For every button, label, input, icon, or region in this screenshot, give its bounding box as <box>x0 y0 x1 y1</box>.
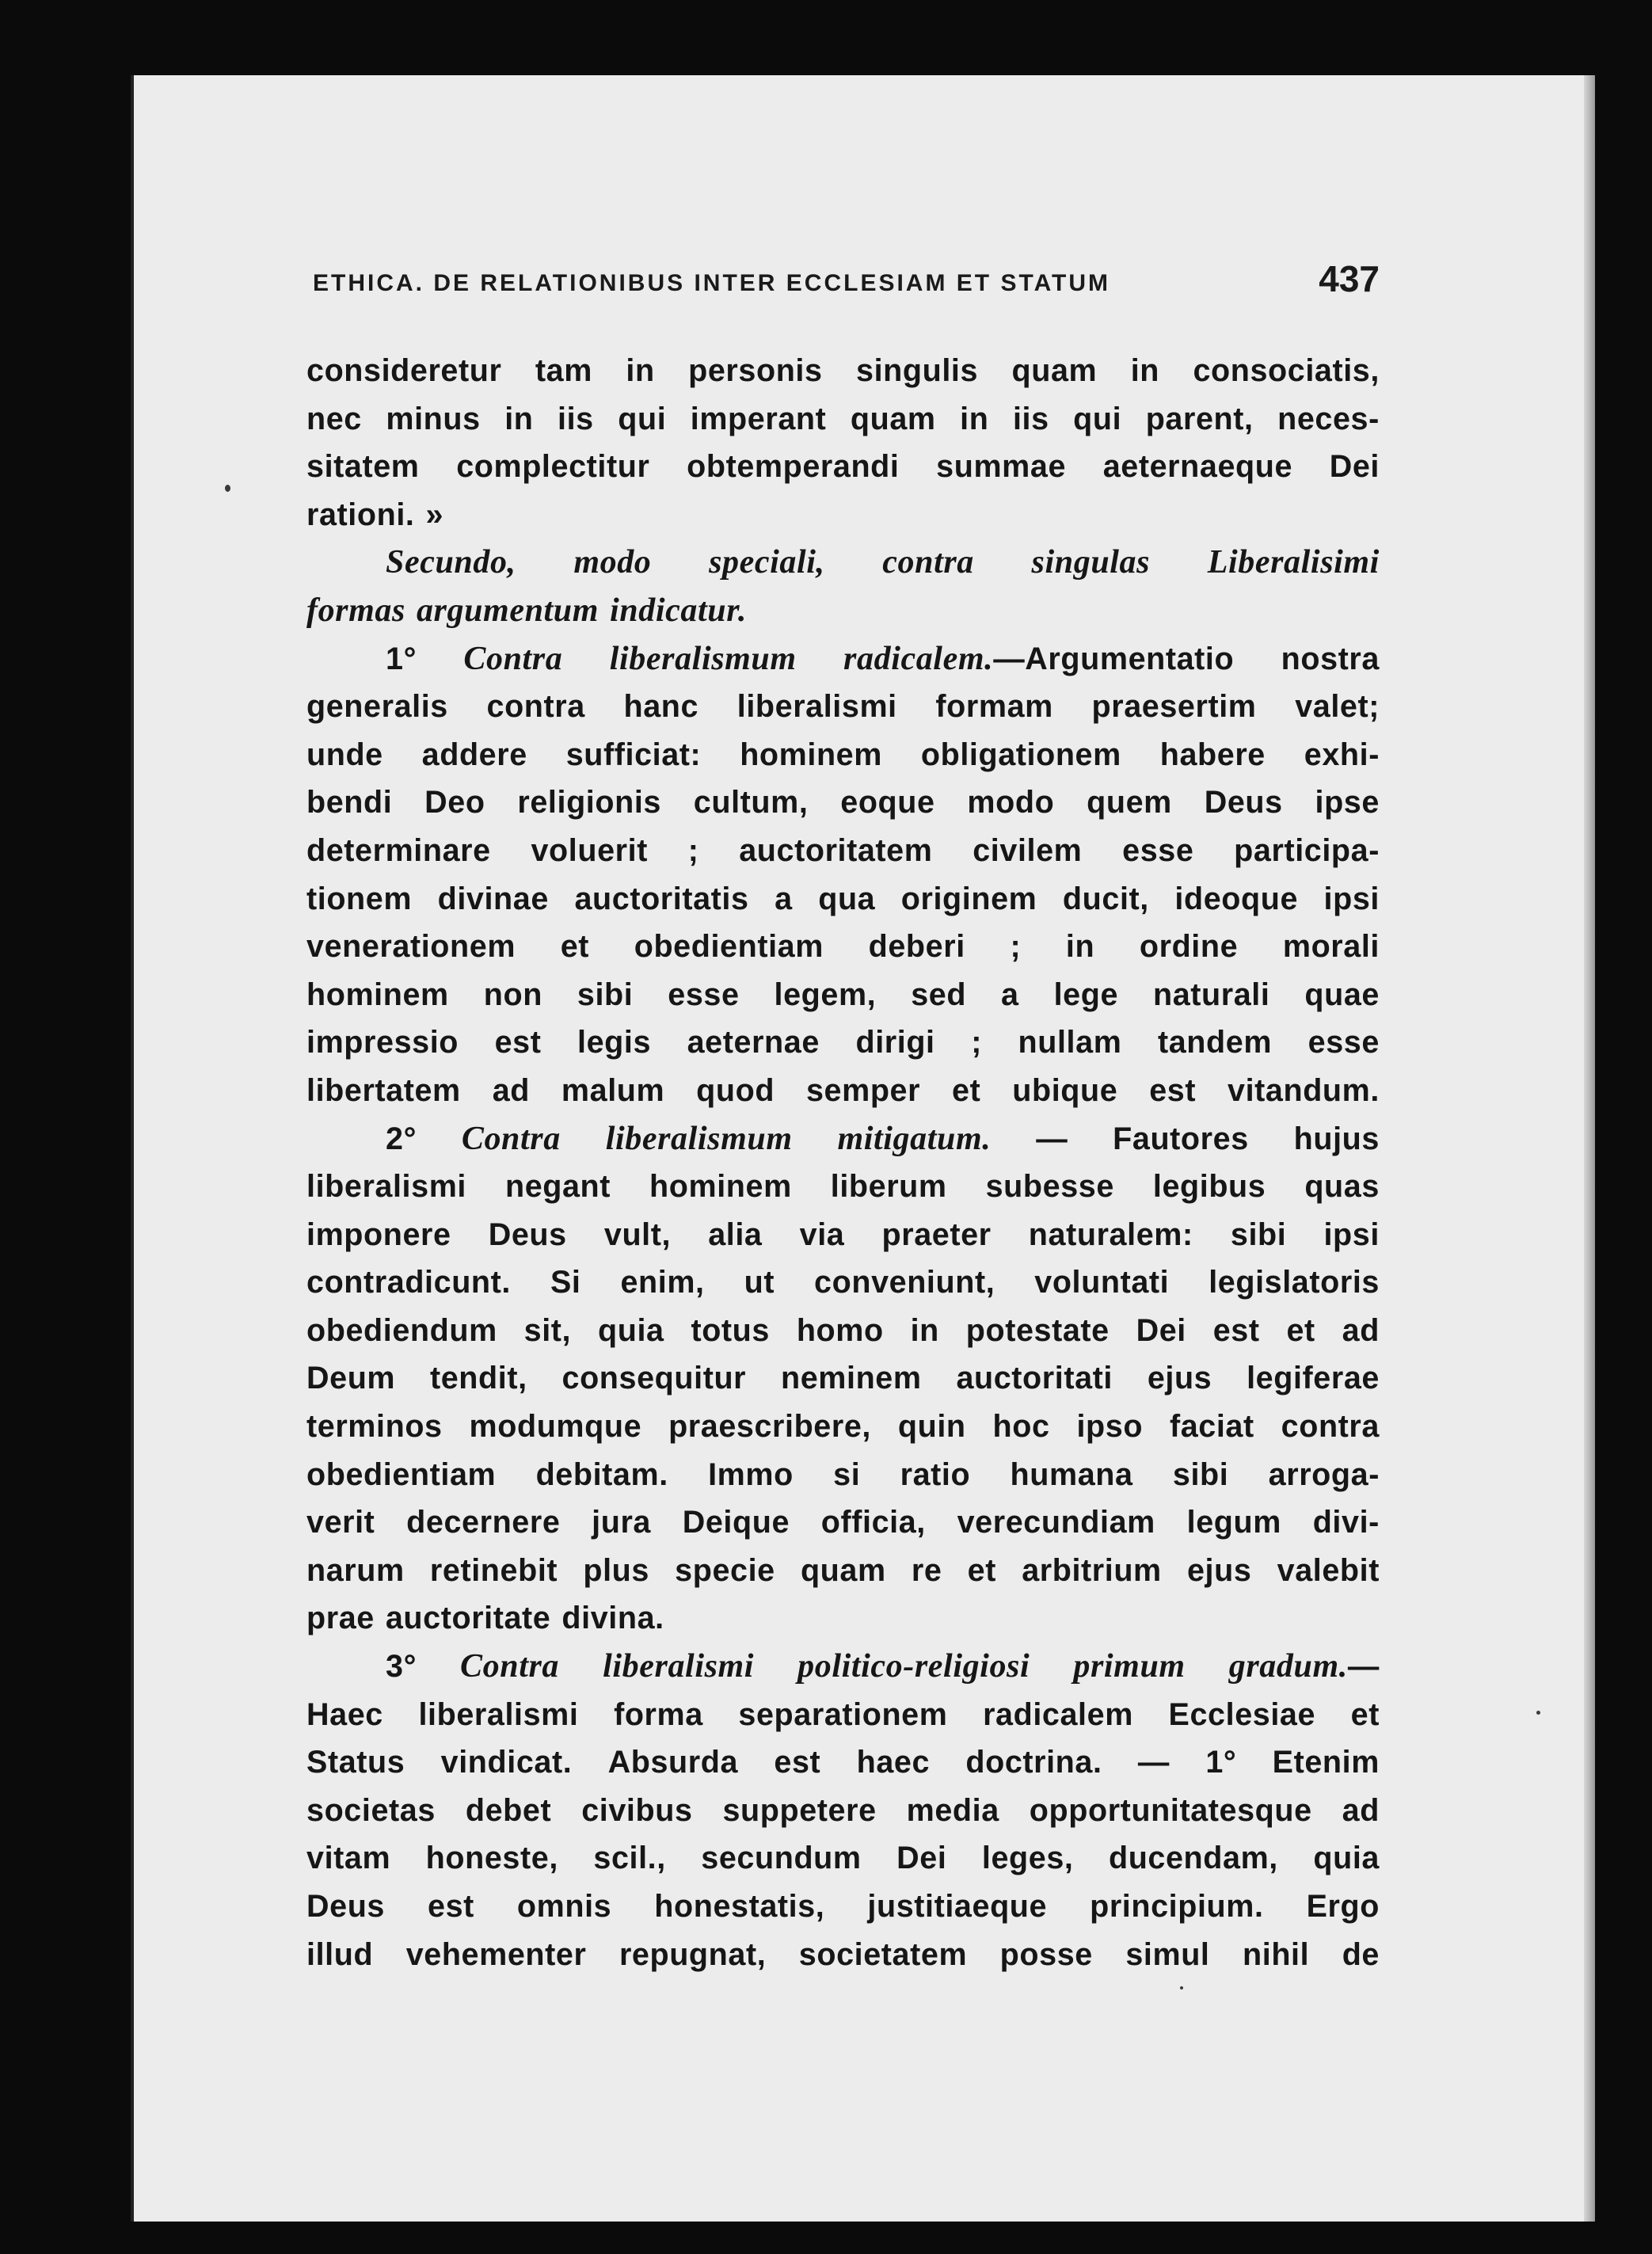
word: posse <box>999 1936 1093 1972</box>
text-line <box>306 1163 1380 1211</box>
word: 1° <box>1205 1745 1237 1780</box>
word: quam <box>800 1552 886 1588</box>
word: minus <box>386 401 481 436</box>
word: voluerit <box>531 832 648 868</box>
text-line <box>306 1451 1380 1499</box>
word: hoc <box>992 1409 1050 1445</box>
word: obediendum <box>306 1312 497 1348</box>
text-line <box>306 443 1380 491</box>
section-heading-word: politico-religiosi <box>797 1648 1030 1685</box>
word: divi- <box>1312 1505 1380 1540</box>
word: ipsi <box>1323 1216 1380 1252</box>
word: ratio <box>900 1456 971 1492</box>
word: Dei <box>896 1841 947 1876</box>
text-line <box>306 683 1380 731</box>
word: Secundo, <box>386 544 516 581</box>
word: Dei <box>1329 449 1380 485</box>
text-line <box>306 1738 1380 1787</box>
word: Deus <box>1204 785 1283 821</box>
text-line <box>306 347 1380 395</box>
word: sit, <box>523 1312 572 1348</box>
word: alia <box>708 1216 763 1252</box>
word: secundum <box>701 1841 862 1876</box>
word: aeternaeque <box>1102 449 1293 485</box>
word: terminos <box>306 1409 443 1445</box>
word: media <box>906 1792 999 1828</box>
word: divinae <box>437 881 549 916</box>
word: faciat <box>1169 1409 1254 1445</box>
word: Ergo <box>1306 1889 1380 1924</box>
text-line <box>306 1211 1380 1259</box>
word: aeternae <box>687 1025 820 1060</box>
word: tionem <box>306 881 413 916</box>
word: hanc <box>623 689 699 725</box>
word: personis <box>688 353 823 388</box>
word: vehementer <box>405 1936 587 1972</box>
word: sibi <box>577 977 634 1012</box>
word: rationi. <box>306 497 415 532</box>
section-number: 3° <box>386 1649 417 1685</box>
word: ipse <box>1315 785 1380 821</box>
text-line <box>306 635 1380 683</box>
word: societatem <box>798 1936 968 1972</box>
text-line <box>306 1258 1380 1307</box>
word: Immo <box>708 1456 794 1492</box>
text-line <box>306 1834 1380 1883</box>
word: honeste, <box>425 1841 558 1876</box>
word: ; <box>971 1025 982 1060</box>
word: vult, <box>603 1216 672 1252</box>
word: praeter <box>881 1216 992 1252</box>
word: participa- <box>1234 832 1380 868</box>
word: in <box>960 401 989 436</box>
word: iis <box>558 401 594 436</box>
word: et <box>560 929 590 965</box>
word: in <box>910 1312 939 1348</box>
word: complectitur <box>456 449 650 485</box>
word: malum <box>561 1072 665 1108</box>
word: ubique <box>1012 1072 1118 1108</box>
word: sufficiat: <box>565 737 702 772</box>
word: si <box>833 1456 861 1492</box>
word: ; <box>687 832 699 868</box>
word: et <box>967 1552 996 1588</box>
text-line <box>306 1307 1380 1355</box>
word: summae <box>936 449 1067 485</box>
word: Etenim <box>1272 1745 1380 1780</box>
word: humana <box>1010 1456 1133 1492</box>
section-heading-word: Contra <box>463 640 563 677</box>
word: quam <box>1011 353 1098 388</box>
text-line <box>306 971 1380 1019</box>
word: generalis <box>306 689 448 725</box>
word: contra <box>1281 1409 1380 1445</box>
word: nostra <box>1281 641 1380 676</box>
word: habere <box>1159 737 1266 772</box>
page-number: 437 <box>1319 258 1380 299</box>
text-line <box>306 1115 1380 1163</box>
word: consideretur <box>306 353 502 388</box>
word: illud <box>306 1936 374 1972</box>
word: conveniunt, <box>814 1265 995 1300</box>
word: ; <box>1010 929 1022 965</box>
word: obtemperandi <box>687 449 900 485</box>
word: legiferae <box>1247 1361 1380 1396</box>
word: debet <box>465 1792 552 1828</box>
word: esse <box>1122 832 1194 868</box>
word: originem <box>900 881 1037 916</box>
body-text <box>306 347 1380 1978</box>
word: in <box>626 353 655 388</box>
word: vindicat. <box>440 1745 573 1780</box>
word: vitam <box>306 1841 391 1876</box>
word: ipsi <box>1323 881 1380 916</box>
word: narum <box>306 1552 405 1588</box>
word: Deo <box>424 785 485 821</box>
word: jura <box>592 1505 651 1540</box>
word: imponere <box>306 1216 451 1252</box>
word: praescribere, <box>668 1409 871 1445</box>
section-heading-word: Contra <box>461 1120 561 1157</box>
word: et <box>952 1072 981 1108</box>
word: de <box>1342 1936 1380 1972</box>
section-heading-word: primum <box>1073 1648 1186 1685</box>
word: a <box>1001 977 1019 1012</box>
word: ducit, <box>1062 881 1149 916</box>
word: neces- <box>1277 401 1380 436</box>
word: ad <box>492 1072 530 1108</box>
word: Ecclesiae <box>1168 1696 1316 1732</box>
text-line <box>306 1018 1380 1067</box>
text-line <box>306 923 1380 971</box>
word: via <box>799 1216 845 1252</box>
text-line <box>306 1643 1380 1691</box>
text-line <box>306 779 1380 827</box>
word: est <box>428 1889 474 1924</box>
word: societas <box>306 1792 436 1828</box>
word: quas <box>1304 1169 1380 1205</box>
word: negant <box>504 1169 611 1205</box>
word: libertatem <box>306 1072 461 1108</box>
word: unde <box>306 737 383 772</box>
word: scil., <box>593 1841 666 1876</box>
word: suppetere <box>722 1792 877 1828</box>
word: leges, <box>981 1841 1074 1876</box>
word: modumque <box>469 1409 642 1445</box>
running-title: ETHICA. DE RELATIONIBUS INTER ECCLESIAM ET STATUM <box>313 270 1110 296</box>
section-heading-word: gradum.— <box>1228 1648 1380 1685</box>
word: iis <box>1012 401 1049 436</box>
word: haec <box>856 1745 931 1780</box>
word: naturali <box>1152 977 1270 1012</box>
word: singulis <box>856 353 979 388</box>
word: legum <box>1186 1505 1281 1540</box>
word: liberalismi <box>418 1696 579 1732</box>
word: verit <box>306 1505 375 1540</box>
word: civilem <box>973 832 1083 868</box>
text-line <box>306 731 1380 779</box>
word: est <box>774 1745 821 1780</box>
word: religionis <box>517 785 661 821</box>
word: principium. <box>1090 1889 1264 1924</box>
word: parent, <box>1145 401 1254 436</box>
word: liberalismi <box>306 1169 466 1205</box>
text-line <box>306 1883 1380 1931</box>
word: Dei <box>1136 1312 1186 1348</box>
word: tandem <box>1157 1025 1273 1060</box>
word: repugnat, <box>619 1936 767 1972</box>
word: Deus <box>306 1889 385 1924</box>
word: ad <box>1342 1312 1380 1348</box>
word: hujus <box>1293 1121 1380 1156</box>
dust-speck <box>225 485 230 492</box>
word: indicatur. <box>610 592 747 629</box>
word: non <box>483 977 542 1012</box>
word: semper <box>805 1072 921 1108</box>
running-header <box>306 257 1380 305</box>
word: tendit, <box>429 1361 527 1396</box>
word: consociatis, <box>1193 353 1380 388</box>
word: Status <box>306 1745 405 1780</box>
word: nec <box>306 401 362 436</box>
word: formam <box>935 689 1053 725</box>
word: qua <box>818 881 876 916</box>
word: subesse <box>985 1169 1114 1205</box>
word: legislatoris <box>1209 1265 1380 1300</box>
word: argumentum <box>416 592 600 629</box>
word: exhi- <box>1304 737 1380 772</box>
page-gutter-shadow <box>1584 75 1595 2222</box>
word: ducendam, <box>1108 1841 1278 1876</box>
word: singulas <box>1031 544 1151 581</box>
text-line <box>306 1403 1380 1451</box>
word: hominem <box>649 1169 792 1205</box>
word: Absurda <box>607 1745 739 1780</box>
word: liberalismi <box>737 689 897 725</box>
word: radicalem <box>983 1696 1133 1732</box>
word: tam <box>535 353 592 388</box>
section-heading-word: Contra <box>460 1648 560 1685</box>
word: determinare <box>306 832 491 868</box>
word: quia <box>597 1312 664 1348</box>
word: justitiaeque <box>867 1889 1048 1924</box>
word: ad <box>1342 1792 1380 1828</box>
text-line <box>306 1067 1380 1115</box>
word: hominem <box>306 977 449 1012</box>
word: ut <box>744 1265 775 1300</box>
word: separationem <box>738 1696 948 1732</box>
word: deberi <box>868 929 965 965</box>
word: specie <box>675 1552 775 1588</box>
word: legis <box>577 1025 652 1060</box>
word: esse <box>668 977 740 1012</box>
word: Si <box>550 1265 581 1300</box>
word: eoque <box>840 785 935 821</box>
word: addere <box>421 737 527 772</box>
word: Deique <box>682 1505 790 1540</box>
word: ordine <box>1139 929 1239 965</box>
text-line <box>306 1594 1380 1643</box>
text-line <box>306 491 1380 539</box>
text-line <box>306 539 1380 587</box>
word: sed <box>911 977 967 1012</box>
word: auctoritati <box>956 1361 1113 1396</box>
word: formas <box>306 592 405 629</box>
text-line <box>306 1691 1380 1739</box>
word: modo <box>967 785 1055 821</box>
word: quem <box>1087 785 1172 821</box>
word: et <box>1286 1312 1315 1348</box>
word: divina. <box>561 1601 664 1636</box>
word: arroga- <box>1268 1456 1380 1492</box>
text-line <box>306 1931 1380 1979</box>
section-heading-word: liberalismum <box>605 1120 793 1157</box>
word: esse <box>1308 1025 1380 1060</box>
word: lege <box>1053 977 1119 1012</box>
word: potestate <box>965 1312 1110 1348</box>
word: Fautores <box>1113 1121 1249 1156</box>
word: quin <box>897 1409 966 1445</box>
text-line <box>306 827 1380 875</box>
word: in <box>1130 353 1159 388</box>
word: homo <box>796 1312 884 1348</box>
section-heading-word: liberalismi <box>603 1648 755 1685</box>
word: impressio <box>306 1025 459 1060</box>
word: verecundiam <box>957 1505 1155 1540</box>
word: liberum <box>830 1169 947 1205</box>
word: prae <box>306 1601 375 1636</box>
word: totus <box>691 1312 770 1348</box>
word: enim, <box>620 1265 705 1300</box>
text-line <box>306 1498 1380 1547</box>
word: retinebit <box>429 1552 558 1588</box>
word: plus <box>583 1552 649 1588</box>
word: imperant <box>690 401 827 436</box>
word: voluntati <box>1034 1265 1170 1300</box>
word: est <box>1212 1312 1260 1348</box>
word: morali <box>1282 929 1380 965</box>
dust-speck <box>1180 1986 1183 1989</box>
word: legibus <box>1152 1169 1266 1205</box>
word: speciali, <box>709 544 825 581</box>
word: » <box>425 497 444 532</box>
section-heading-word: mitigatum. <box>837 1120 992 1157</box>
text-line <box>306 395 1380 444</box>
text-line <box>306 1547 1380 1595</box>
word: valet; <box>1295 689 1380 725</box>
word: qui <box>618 401 667 436</box>
word: dirigi <box>855 1025 935 1060</box>
word: vitandum. <box>1228 1072 1380 1108</box>
word: a <box>775 881 793 916</box>
word: consequitur <box>561 1361 747 1396</box>
word: et <box>1350 1696 1380 1732</box>
word: forma <box>614 1696 703 1732</box>
word: contra <box>882 544 974 581</box>
word: sibi <box>1172 1456 1229 1492</box>
word: officia, <box>820 1505 926 1540</box>
text-line <box>306 587 1380 635</box>
word: obedientiam <box>634 929 824 965</box>
word: doctrina. <box>965 1745 1102 1780</box>
word: ipso <box>1076 1409 1144 1445</box>
word: quod <box>696 1072 775 1108</box>
word: auctoritatem <box>739 832 933 868</box>
word: — <box>1036 1121 1068 1156</box>
word: contradicunt. <box>306 1265 511 1300</box>
word: in <box>1065 929 1095 965</box>
word: auctoritate <box>385 1601 551 1636</box>
word: quae <box>1304 977 1380 1012</box>
word: valebit <box>1277 1552 1380 1588</box>
word: Haec <box>306 1696 383 1732</box>
word: est <box>1149 1072 1197 1108</box>
section-number: 2° <box>386 1121 417 1156</box>
section-heading-word: radicalem.—Argumentatio <box>843 640 1235 677</box>
word: — <box>1137 1745 1170 1780</box>
word: contra <box>486 689 585 725</box>
word: neminem <box>780 1361 922 1396</box>
word: sitatem <box>306 449 420 485</box>
word: bendi <box>306 785 393 821</box>
word: Deus <box>488 1216 567 1252</box>
text-line <box>306 875 1380 923</box>
word: Deum <box>306 1361 396 1396</box>
word: nihil <box>1243 1936 1310 1972</box>
word: hominem <box>740 737 882 772</box>
word: obligationem <box>920 737 1121 772</box>
word: arbitrium <box>1022 1552 1162 1588</box>
text-line <box>306 1354 1380 1403</box>
word: auctoritatis <box>574 881 749 916</box>
word: modo <box>573 544 652 581</box>
word: Liberalisimi <box>1207 544 1380 581</box>
word: decernere <box>406 1505 561 1540</box>
section-heading-word: liberalismum <box>609 640 797 677</box>
word: quam <box>850 401 936 436</box>
word: ejus <box>1186 1552 1252 1588</box>
word: est <box>494 1025 542 1060</box>
word: debitam. <box>535 1456 668 1492</box>
word: in <box>504 401 534 436</box>
word: omnis <box>516 1889 612 1924</box>
section-number: 1° <box>386 641 417 676</box>
word: honestatis, <box>654 1889 825 1924</box>
dust-speck <box>1536 1711 1540 1715</box>
word: sibi <box>1230 1216 1287 1252</box>
word: qui <box>1073 401 1122 436</box>
word: ejus <box>1147 1361 1212 1396</box>
word: venerationem <box>306 929 516 965</box>
word: nullam <box>1018 1025 1122 1060</box>
word: ideoque <box>1174 881 1299 916</box>
word: re <box>911 1552 942 1588</box>
word: praesertim <box>1091 689 1257 725</box>
word: opportunitatesque <box>1029 1792 1312 1828</box>
word: civibus <box>581 1792 693 1828</box>
text-line <box>306 1787 1380 1835</box>
word: naturalem: <box>1028 1216 1193 1252</box>
word: legem, <box>774 977 877 1012</box>
word: cultum, <box>693 785 809 821</box>
word: quia <box>1313 1841 1380 1876</box>
word: obedientiam <box>306 1456 497 1492</box>
word: simul <box>1125 1936 1210 1972</box>
